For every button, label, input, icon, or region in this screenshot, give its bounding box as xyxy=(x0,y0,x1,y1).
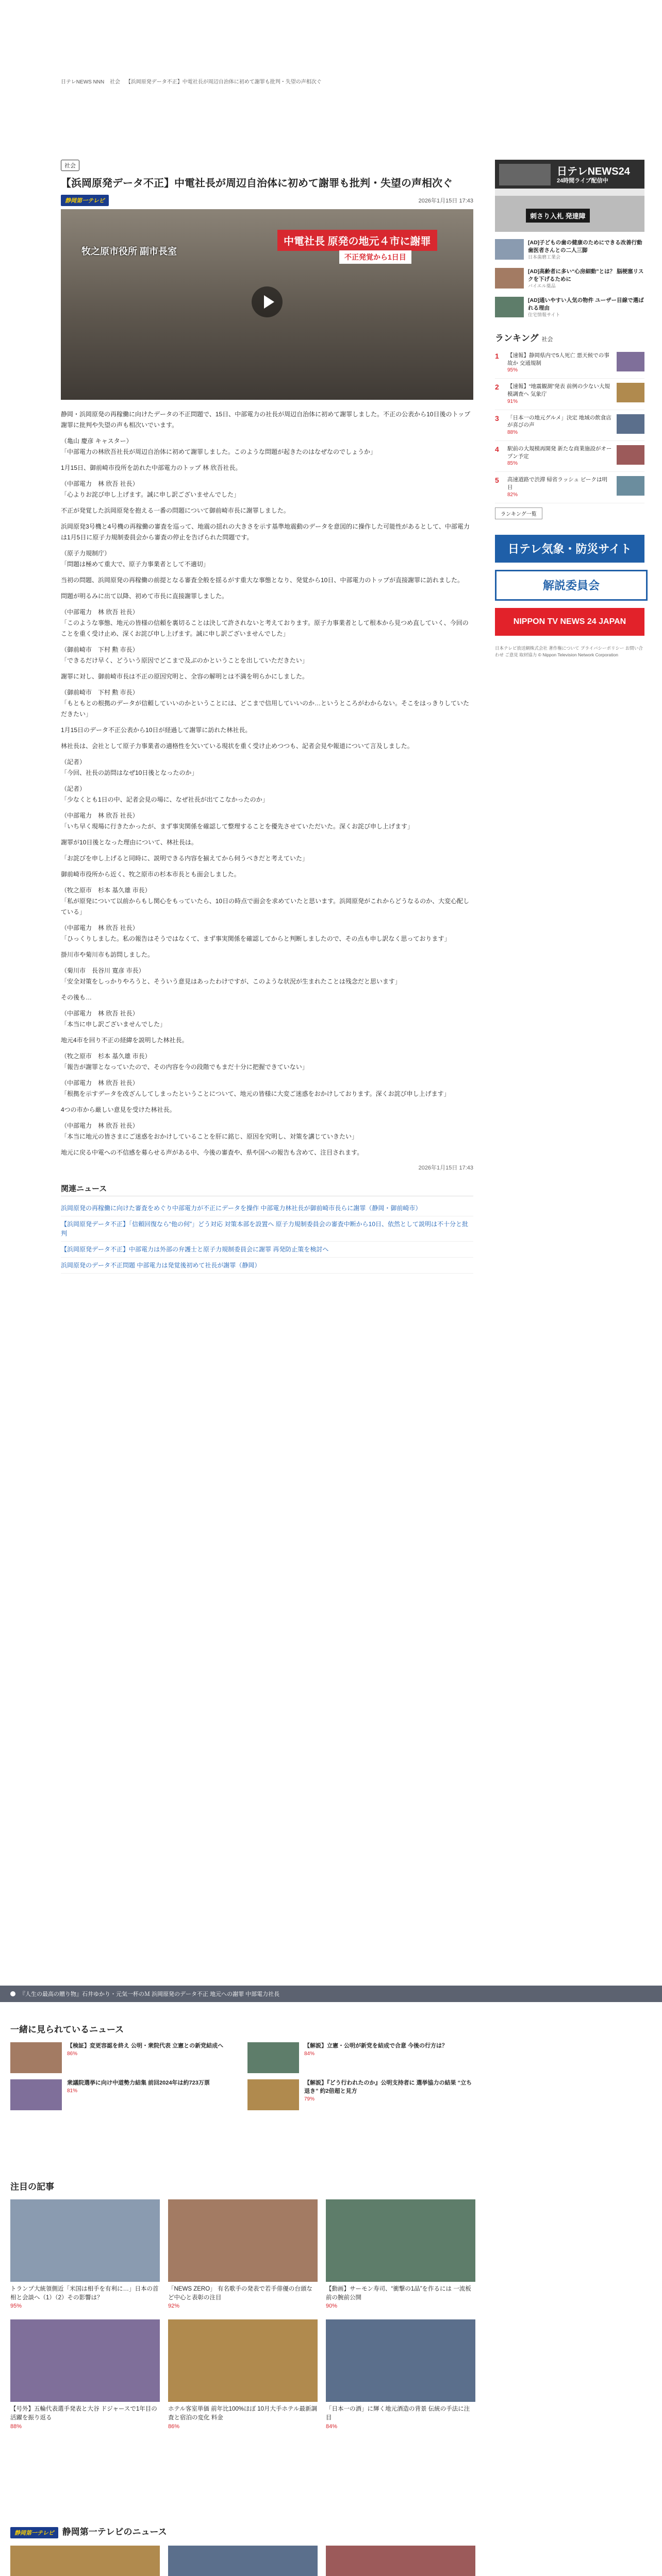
article-paragraph: 不正が発覚した浜岡原発を抱える一番の問題について御前崎市長に謝罪しました。 xyxy=(61,507,290,514)
related-link[interactable]: 浜岡原発の再稼働に向けた審査をめぐり中部電力が不正にデータを操作 中部電力林社長が御前崎市長らに謝罪（静岡・御前崎市） xyxy=(61,1200,473,1216)
article-paragraph: 謝罪が10日後となった理由について、林社長は。 xyxy=(61,839,197,846)
together-title: 【検証】変更容認を終え 公明・衆院代表 立憲との新党結成へ xyxy=(67,2043,224,2049)
together-pct: 79% xyxy=(304,2096,315,2102)
article-paragraph: （中部電力 林 欣吾 社長） 「本当に申し訳ございませんでした」 xyxy=(61,1010,167,1028)
trending-title: 「日本一の酒」に輝く地元酒造の背景 伝統の手法に注目 xyxy=(326,2406,470,2421)
trending-thumb xyxy=(326,2319,475,2402)
rank-number: 5 xyxy=(495,476,499,485)
video-location: 牧之原市役所 副市長室 xyxy=(81,246,177,257)
sidebar-ad-item[interactable] xyxy=(495,239,644,261)
ranking-item[interactable] xyxy=(495,472,644,503)
rank-title: 駅前の大規模再開発 新たな商業施設がオープン予定 xyxy=(507,446,612,460)
rank-title: 高速道路で渋滞 帰省ラッシュ ピークは明日 xyxy=(507,477,607,491)
article-body xyxy=(61,409,473,1158)
rank-thumb xyxy=(617,383,644,402)
ad-subtitle: 24時間ライブ配信中 xyxy=(557,178,608,184)
ranking-subtitle: 社会 xyxy=(541,336,553,343)
trending-thumb xyxy=(10,2199,160,2282)
rank-thumb xyxy=(617,414,644,434)
play-icon[interactable] xyxy=(252,286,283,317)
rank-pct: 82% xyxy=(507,492,518,498)
article-footer-date: 2026年1月15日 17:43 xyxy=(418,1165,473,1171)
ranking-item[interactable] xyxy=(495,348,644,379)
sidebar-footer: 日本テレビ放送網株式会社 著作権について プライバシーポリシー お問い合わせ ご意見 取材協力 © Nippon Television Network Corporation xyxy=(495,645,643,658)
video-caption: 中電社長 原発の地元４市に謝罪 xyxy=(277,230,437,251)
related-link[interactable]: 【浜岡原発データ不正】中部電力は外部の弁護士と原子力規制委員会に謝罪 再発防止策を検討へ xyxy=(61,1242,473,1258)
together-pct: 86% xyxy=(67,2050,78,2057)
article-paragraph: その後も… xyxy=(61,994,92,1001)
news24-ad[interactable] xyxy=(495,160,644,232)
ad-strip-text: 刺さり入札 発達障 xyxy=(526,209,590,223)
article-date: 2026年1月15日 17:43 xyxy=(418,198,473,204)
together-thumb xyxy=(10,2042,62,2073)
breadcrumb-current: 【浜岡原発データ不正】中電社長が周辺自治体に初めて謝罪も批判・失望の声相次ぐ xyxy=(125,79,322,85)
trending-card[interactable] xyxy=(10,2199,160,2309)
together-thumb xyxy=(247,2042,299,2073)
weather-banner[interactable]: 日テレ気象・防災サイト xyxy=(495,535,644,563)
rank-title: 【速報】“地震観測”発表 前例の少ない大規模調査へ 気象庁 xyxy=(507,383,610,397)
together-section xyxy=(10,2022,474,2110)
related-link[interactable]: 【浜岡原発データ不正】「信頼回復なら“他の何”」どう対応 対策本部を設置へ 原子力規制委員会の審査中断から10日、依然として説明は不十分と批判 xyxy=(61,1216,473,1242)
article-paragraph: （中部電力 林 欣吾 社長） 「本当に地元の皆さまにご迷惑をおかけしていることを肝に銘じ、原因を究明し、対策を講じていきたい」 xyxy=(61,1122,358,1140)
article-paragraph: （御前崎市 下村 勲 市長） 「もともとの根拠のデータが信頼していいのかということには、どこまで信用していいのか…というところがわからない。そこをはっきりしていただきたい」 xyxy=(61,689,470,718)
sidebar-thumb xyxy=(495,268,524,289)
together-thumb xyxy=(10,2079,62,2110)
article-paragraph: （記者） 「少なくとも1日の中、記者会見の場に、なぜ社長が出てこなかったのか」 xyxy=(61,785,269,803)
together-pct: 84% xyxy=(304,2050,315,2057)
sidebar xyxy=(495,160,644,659)
article-paragraph: 地元に戻る中電への不信感を募らせる声がある中、今後の審査や、県や国への報告も含めて、注目されます。 xyxy=(61,1149,363,1156)
local-heading xyxy=(10,2524,474,2538)
category-badge[interactable]: 社会 xyxy=(61,160,79,171)
local-section xyxy=(10,2524,474,2576)
rank-number: 3 xyxy=(495,414,499,422)
trending-thumb xyxy=(168,2319,318,2402)
related-list xyxy=(61,1200,473,1274)
breadcrumb-home[interactable]: 日テレNEWS NNN xyxy=(61,79,105,85)
trending-card[interactable] xyxy=(168,2319,318,2429)
trending-title: 【号外】五輪代表選手発表と大谷 ドジャースで1年目の活躍を振り返る xyxy=(10,2406,157,2421)
together-thumb xyxy=(247,2079,299,2110)
together-pct: 81% xyxy=(67,2088,78,2094)
sidebar-item-source: バイエル薬品 xyxy=(528,283,556,289)
article-paragraph: （中部電力 林 欣吾 社長） 「このような事態、地元の皆様の信頼を裏切ることは決して許されないと考えております。原子力事業者として根本から見つめ直していく、今回のことを重く受け止め、深くお詫び申し上げます。誠に申し訳ございませんでした」 xyxy=(61,608,469,637)
sidebar-item-source: 住宅情報サイト xyxy=(528,312,560,318)
article-paragraph: （中部電力 林 欣吾 社長） 「ひっくりしました。私の報告はそうではなくて、まず事実関係を確認してからと判断しましたので、その点も申し訳なく思っております」 xyxy=(61,924,451,942)
together-item[interactable] xyxy=(10,2079,237,2110)
ad-title: 日テレNEWS24 xyxy=(557,166,630,177)
news24-banner[interactable]: NIPPON TV NEWS 24 JAPAN xyxy=(495,608,644,636)
station-logo[interactable]: 静岡第一テレビ xyxy=(61,195,109,206)
together-heading: 一緒に見られているニュース xyxy=(10,2025,124,2035)
rank-number: 4 xyxy=(495,445,499,454)
article-paragraph: 問題が明るみに出て以降、初めて市長に直接謝罪しました。 xyxy=(61,592,228,600)
article-paragraph: （菊川市 長谷川 寛彦 市長） 「安全対策をしっかりやろうと、そういう意見はあったわけですが、このような状況が生まれたことは残念だと思います」 xyxy=(61,967,401,985)
trending-card[interactable] xyxy=(326,2319,475,2429)
station-logo-small: 静岡第一テレビ xyxy=(10,2527,58,2538)
article-paragraph: （中部電力 林 欣吾 社長） 「根拠を示すデータを改ざんしてしまったということについて、地元の皆様に大変ご迷惑をおかけしております。深くお詫び申し上げます」 xyxy=(61,1079,450,1097)
article-paragraph: 掛川市や菊川市も訪問しました。 xyxy=(61,951,154,958)
local-card[interactable] xyxy=(10,2546,160,2576)
trending-card[interactable] xyxy=(10,2319,160,2429)
trending-title: トランプ大統領側近「米国は相手を有利に…」日本の首相と会談へ（1）（2）その影響は？ xyxy=(10,2286,159,2301)
article-paragraph: （中部電力 林 欣吾 社長） 「心よりお詫び申し上げます。誠に申し訳ございませんでした」 xyxy=(61,480,240,498)
related-heading: 関連ニュース xyxy=(61,1183,473,1196)
article-paragraph: 1月15日のデータ不正公表から10日が経過して謝罪に訪れた林社長。 xyxy=(61,726,252,734)
together-title: 【解説】立憲・公明が新党を結成で合意 今後の行方は？ xyxy=(304,2043,448,2049)
article-paragraph: （中部電力 林 欣吾 社長） 「いち早く現場に行きたかったが、まず事実関係を確認して整理することを優先させていただいた。深くお詫び申し上げます」 xyxy=(61,812,414,830)
rank-title: 「日本一の地元グルメ」決定 地域の飲食店が喜びの声 xyxy=(507,414,611,429)
article-paragraph: （記者） 「今回、社長の訪問はなぜ10日後となったのか」 xyxy=(61,758,198,776)
rank-pct: 85% xyxy=(507,461,518,467)
article-paragraph: 静岡・浜岡原発の再稼働に向けたデータの不正問題で、15日、中部電力の社長が周辺自治体に初めて謝罪しました。不正の公表から10日後のトップ謝罪に批判や失望の声も相次いでいます。 xyxy=(61,411,471,429)
trending-title: 「NEWS ZERO」 有名歌手の発表で若手俳優の台頭など中心と表彰の注目 xyxy=(168,2286,312,2301)
page-title: 【浜岡原発データ不正】中電社長が周辺自治体に初めて謝罪も批判・失望の声相次ぐ xyxy=(61,178,453,189)
trending-heading: 注目の記事 xyxy=(10,2182,54,2192)
local-card[interactable] xyxy=(326,2546,475,2576)
together-item[interactable] xyxy=(247,2042,474,2073)
article-paragraph: （亀山 慶彦 キャスター） 「中部電力の林欣吾社長が周辺自治体に初めて謝罪しました。このような問題が起きたのはなぜなのでしょうか」 xyxy=(61,437,377,455)
ticker-icon xyxy=(10,1991,15,1996)
rank-number: 1 xyxy=(495,351,499,360)
trending-card[interactable] xyxy=(326,2199,475,2309)
local-thumb xyxy=(326,2546,475,2576)
rank-thumb xyxy=(617,476,644,496)
rank-pct: 88% xyxy=(507,430,518,436)
trending-pct: 86% xyxy=(168,2423,180,2430)
ranking-item[interactable] xyxy=(495,410,644,441)
trending-pct: 88% xyxy=(10,2423,22,2430)
article-paragraph: 「お詫びを申し上げると同時に、説明できる内容を揃えてから伺うべきだと考えていた」 xyxy=(61,855,309,862)
rank-pct: 91% xyxy=(507,398,518,404)
together-item[interactable] xyxy=(247,2079,474,2110)
local-thumb xyxy=(168,2546,318,2576)
local-card[interactable] xyxy=(168,2546,318,2576)
trending-pct: 95% xyxy=(10,2303,22,2310)
ranking-heading xyxy=(495,331,644,344)
together-item[interactable] xyxy=(10,2042,237,2073)
ranking-item[interactable] xyxy=(495,379,644,410)
commentary-banner[interactable]: 解説委員会 xyxy=(495,570,648,601)
together-title: 衆議院選挙に向け中道勢力結集 前回2024年は約723万票 xyxy=(67,2080,210,2086)
article-paragraph: （原子力規制庁） 「問題は極めて重大で、原子力事業者として不適切」 xyxy=(61,550,209,568)
sidebar-ad-item[interactable] xyxy=(495,268,644,290)
sidebar-item-title: [AD]子どもの歯の健康のためにできる改善行動 歯医者さんとの二人三脚 xyxy=(528,240,642,253)
trending-pct: 92% xyxy=(168,2303,180,2310)
article-paragraph: 謝罪に対し、御前崎市長は不正の原因究明と、全容の解明とは不満を明らかにしました。 xyxy=(61,673,309,680)
article-paragraph: 当初の問題、浜岡原発の再稼働の前提となる審査全般を揺るがす重大な事態となり、発覚から10日、中部電力のトップが直接謝罪に訪れました。 xyxy=(61,577,464,584)
rank-number: 2 xyxy=(495,383,499,392)
ranking-more-button[interactable]: ランキング一覧 xyxy=(495,507,542,519)
article-paragraph: （牧之原市 杉本 基久雄 市長） 「報告が謝罪となっていたので、その内容を今の段階でもまだ十分に把握できていない」 xyxy=(61,1053,308,1071)
article-paragraph: 浜岡原発3号機と4号機の再稼働の審査を巡って、地震の揺れの大きさを示す基準地震動のデータを意図的に操作した可能性があるとして、中部電力は1月5日に原子力規制委員会から審査の停止を告げられた問題です。 xyxy=(61,523,470,541)
rank-thumb xyxy=(617,352,644,371)
sidebar-item-title: [AD]高齢者に多い“心房細動”とは？ 脳梗塞リスクを下げるために xyxy=(528,268,644,282)
article-paragraph: （御前崎市 下村 勲 市長） 「できるだけ早く、どういう原因でどこまで及ぶのかということを出していただきたい」 xyxy=(61,646,308,664)
article-main xyxy=(61,160,473,1274)
article-paragraph: 4つの市から厳しい意見を受けた林社長。 xyxy=(61,1106,176,1113)
trending-title: 【動画】サーモン寿司、“衝撃の1品”を作るには 一流板前の腕前公開 xyxy=(326,2286,471,2301)
rank-thumb xyxy=(617,445,644,465)
trending-thumb xyxy=(10,2319,160,2402)
local-heading-text: 静岡第一テレビのニュース xyxy=(62,2527,167,2537)
video-subcaption: 不正発覚から1日目 xyxy=(339,250,411,264)
sidebar-thumb xyxy=(495,297,524,317)
tv-icon xyxy=(499,164,551,185)
trending-pct: 90% xyxy=(326,2303,338,2310)
article-paragraph: （牧之原市 杉本 基久雄 市長） 「私が原発について以前からもし関心をもっていたら、10日の時点で面会を求めていたと思います。浜岡原発がこれからどうなるのか、大変心配している」 xyxy=(61,887,470,916)
article-paragraph: 1月15日、御前崎市役所を訪れた中部電力のトップ 林 欣吾社長。 xyxy=(61,464,242,471)
sidebar-item-source: 日本歯磨工業会 xyxy=(528,255,561,260)
sidebar-item-title: [AD]通いやすい人気の物件 ユーザー目線で選ばれる理由 xyxy=(528,297,644,311)
together-title: 【解説】『どう行われたのか』公明支持者に 選挙協力の結果 “立ち退き” 約2倍超と見方 xyxy=(304,2080,472,2094)
article-paragraph: 林社長は、会社として原子力事業者の適格性を欠いている現状を重く受け止めつつも、記者会見や報道について言及しました。 xyxy=(61,742,413,750)
news-ticker[interactable] xyxy=(0,1986,662,2002)
sidebar-thumb xyxy=(495,239,524,260)
article-paragraph: 御前崎市役所から近く、牧之原市の杉本市長とも面会しました。 xyxy=(61,871,240,878)
ticker-text: 『人生の最高の贈り物』石井ゆかり・元気一杯のＭ 浜岡原発のデータ不正 地元への謝罪 中部電力社長 xyxy=(20,1991,280,1997)
ranking-title: ランキング xyxy=(495,333,539,343)
rank-pct: 95% xyxy=(507,367,518,374)
local-thumb xyxy=(10,2546,160,2576)
trending-section xyxy=(10,2179,474,2430)
related-link[interactable]: 浜岡原発のデータ不正問題 中部電力は発覚後初めて社長が謝罪（静岡） xyxy=(61,1258,473,1274)
trending-card[interactable] xyxy=(168,2199,318,2309)
trending-thumb xyxy=(168,2199,318,2282)
ranking-item[interactable] xyxy=(495,441,644,472)
sidebar-ad-item[interactable] xyxy=(495,297,644,318)
breadcrumb xyxy=(61,77,326,85)
breadcrumb-category[interactable]: 社会 xyxy=(110,79,121,85)
trending-title: ホテル客室単価 前年比100%ほぼ 10月大手ホテル最新調査と宿泊の変化 料金 xyxy=(168,2406,317,2421)
rank-title: 【速報】静岡県内で5人死亡 悪天候での事故か 交通規制 xyxy=(507,352,609,366)
trending-pct: 84% xyxy=(326,2423,338,2430)
trending-thumb xyxy=(326,2199,475,2282)
video-player[interactable] xyxy=(61,209,473,400)
article-meta xyxy=(61,195,473,206)
article-paragraph: 地元4市を回り不正の経緯を説明した林社長。 xyxy=(61,1037,188,1044)
